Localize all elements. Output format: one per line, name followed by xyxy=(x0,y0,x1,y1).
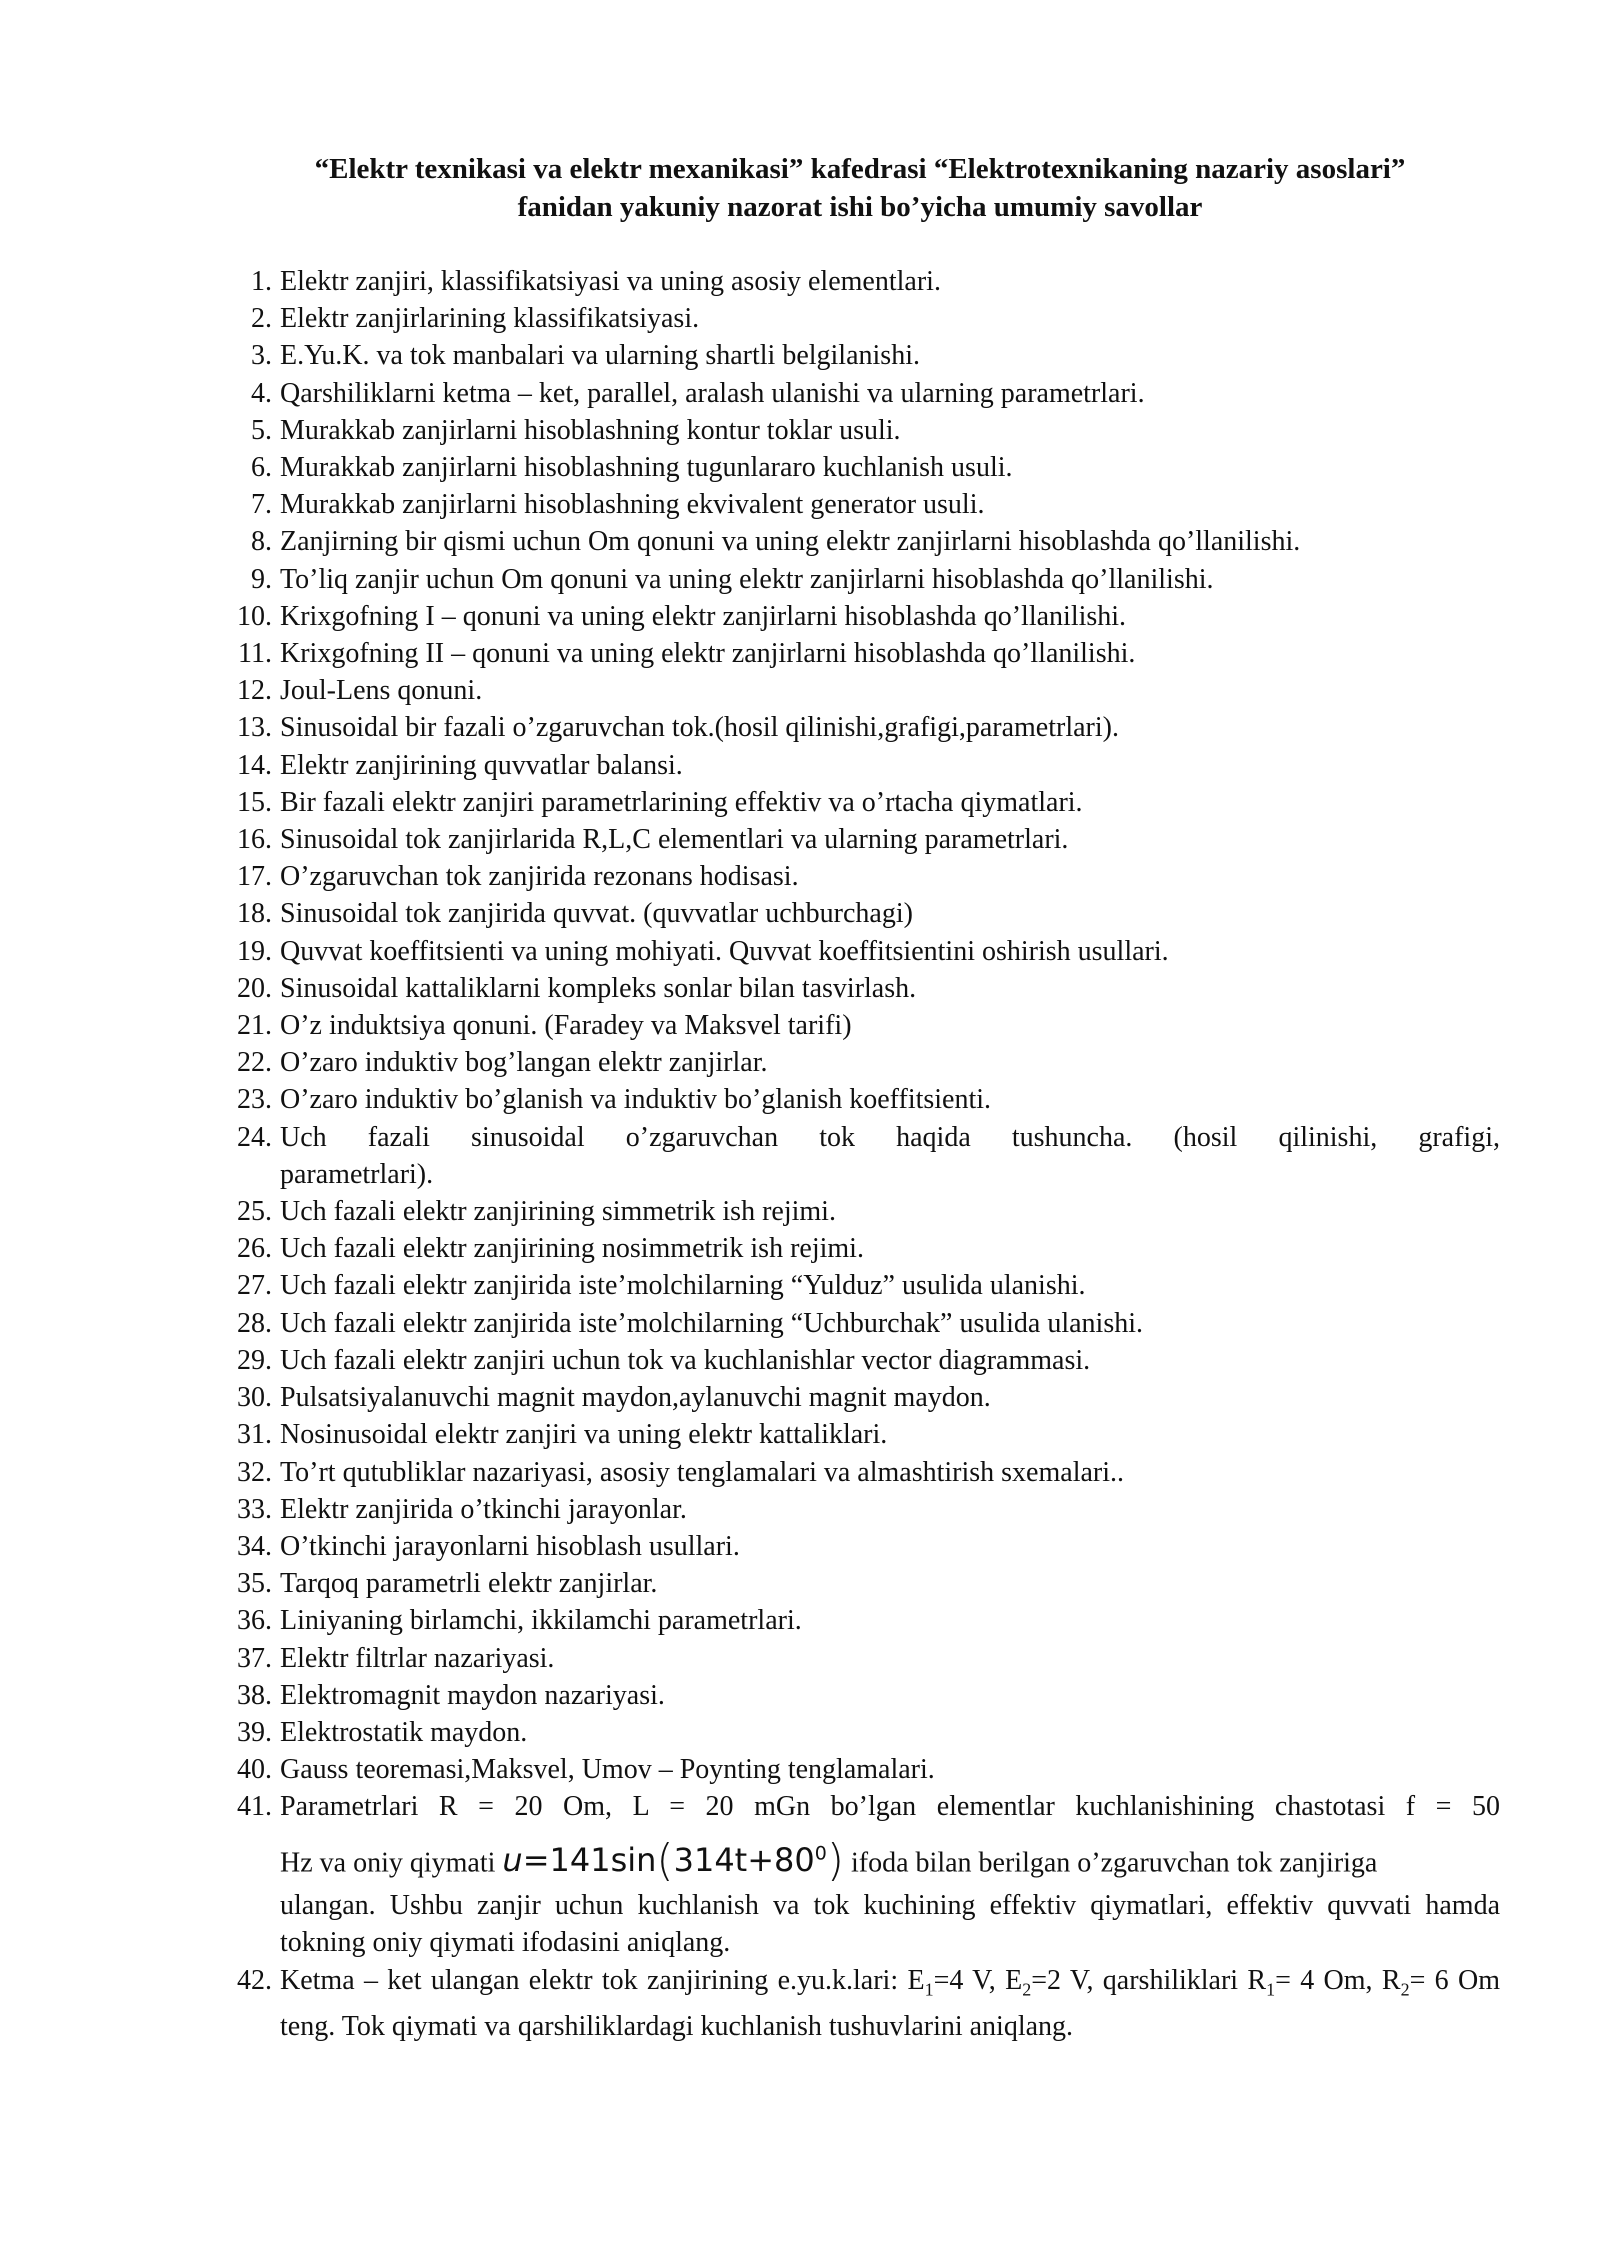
question-text: Krixgofning I – qonuni va uning elektr zanjirlarni hisoblashda qo’llanilishi. xyxy=(280,600,1127,632)
list-item-19 xyxy=(220,933,1500,970)
question-text: O’zgaruvchan tok zanjirida rezonans hodisasi. xyxy=(280,861,799,893)
question-number: 22. xyxy=(237,1047,272,1079)
question-number: 35. xyxy=(237,1568,272,1600)
list-item-40 xyxy=(220,1751,1500,1788)
question-number: 11. xyxy=(238,638,272,670)
list-item-35 xyxy=(220,1565,1500,1602)
question-number: 14. xyxy=(237,749,272,781)
question-number: 29. xyxy=(237,1344,272,1376)
list-item-29 xyxy=(220,1342,1500,1379)
question-number: 33. xyxy=(237,1493,272,1525)
list-item-31 xyxy=(220,1416,1500,1453)
list-item-10 xyxy=(220,598,1500,635)
question-number: 23. xyxy=(237,1084,272,1116)
subscript: 1 xyxy=(924,1979,934,2000)
subscript: 2 xyxy=(1022,1979,1032,2000)
list-item-36 xyxy=(220,1602,1500,1639)
question-number: 27. xyxy=(237,1270,272,1302)
question-text: Nosinusoidal elektr zanjiri va uning elektr kattaliklari. xyxy=(280,1419,888,1451)
list-item-11 xyxy=(220,635,1500,672)
title-line-2: fanidan yakuniy nazorat ishi bo’yicha umumiy savollar xyxy=(517,191,1203,223)
list-item-2 xyxy=(220,300,1500,337)
question-text: To’liq zanjir uchun Om qonuni va uning elektr zanjirlarni hisoblashda qo’llanilishi. xyxy=(280,563,1214,595)
question-number: 19. xyxy=(237,935,272,967)
question-text: Murakkab zanjirlarni hisoblashning kontur toklar usuli. xyxy=(280,414,901,446)
question-number: 24. xyxy=(237,1121,272,1153)
list-item-7 xyxy=(220,486,1500,523)
question-text: Elektr filtrlar nazariyasi. xyxy=(280,1642,555,1674)
list-item-16 xyxy=(220,821,1500,858)
question-text: Pulsatsiyalanuvchi magnit maydon,aylanuvchi magnit maydon. xyxy=(280,1382,991,1414)
subscript: 1 xyxy=(1266,1979,1276,2000)
question-number: 13. xyxy=(237,712,272,744)
formula-variable: u xyxy=(502,1841,523,1880)
question-number: 15. xyxy=(237,786,272,818)
list-item-22 xyxy=(220,1044,1500,1081)
list-item-13 xyxy=(220,709,1500,746)
question-number: 17. xyxy=(237,861,272,893)
question-text-line-2: parametrlari). xyxy=(280,1158,434,1190)
question-number: 26. xyxy=(237,1233,272,1265)
question-number: 16. xyxy=(237,824,272,856)
question-text: Murakkab zanjirlarni hisoblashning ekvivalent generator usuli. xyxy=(280,489,985,521)
question-number: 10. xyxy=(237,600,272,632)
list-item-30 xyxy=(220,1379,1500,1416)
list-item-3 xyxy=(220,337,1500,374)
question-text: Sinusoidal bir fazali o’zgaruvchan tok.(hosil qilinishi,grafigi,parametrlari). xyxy=(280,712,1119,744)
list-item-34 xyxy=(220,1528,1500,1565)
question-text: Murakkab zanjirlarni hisoblashning tugunlararo kuchlanish usuli. xyxy=(280,452,1013,484)
question-text xyxy=(280,1962,1500,2046)
question-number: 28. xyxy=(237,1307,272,1339)
question-number: 2. xyxy=(251,303,272,335)
question-text: Tarqoq parametrli elektr zanjirlar. xyxy=(280,1568,658,1600)
question-number: 31. xyxy=(237,1419,272,1451)
question-text-line-1: Parametrlari R = 20 Om, L = 20 mGn bo’lgan elementlar kuchlanishining chastotasi f = 50 xyxy=(280,1791,1500,1823)
list-item-1 xyxy=(220,263,1500,300)
text-part: = 6 Om teng. Tok qiymati va qarshiliklardagi kuchlanish tushuvlarini aniqlang. xyxy=(280,1964,1501,2043)
list-item-8 xyxy=(220,523,1500,560)
question-number: 30. xyxy=(237,1382,272,1414)
document-title xyxy=(230,150,1490,226)
question-number: 21. xyxy=(237,1010,272,1042)
question-text: Elektromagnit maydon nazariyasi. xyxy=(280,1679,665,1711)
question-number: 39. xyxy=(237,1716,272,1748)
question-number: 6. xyxy=(251,452,272,484)
question-text: Elektr zanjirining quvvatlar balansi. xyxy=(280,749,683,781)
list-item-27 xyxy=(220,1267,1500,1304)
list-item-38 xyxy=(220,1677,1500,1714)
question-number: 3. xyxy=(251,340,272,372)
list-item-33 xyxy=(220,1491,1500,1528)
question-text: O’zaro induktiv bog’langan elektr zanjirlar. xyxy=(280,1047,768,1079)
list-item-23 xyxy=(220,1081,1500,1118)
question-text: Krixgofning II – qonuni va uning elektr zanjirlarni hisoblashda qo’llanilishi. xyxy=(280,638,1136,670)
question-number: 36. xyxy=(237,1605,272,1637)
formula-right-paren: ) xyxy=(826,1835,845,1887)
question-text: E.Yu.K. va tok manbalari va ularning shartli belgilanishi. xyxy=(280,340,920,372)
question-text: Elektr zanjirida o’tkinchi jarayonlar. xyxy=(280,1493,687,1525)
formula-equals: =141sin xyxy=(522,1841,657,1880)
question-number: 7. xyxy=(251,489,272,521)
text-part: =4 V, E xyxy=(933,1964,1023,1996)
question-number: 40. xyxy=(237,1754,272,1786)
question-text: Uch fazali elektr zanjiri uchun tok va kuchlanishlar vector diagrammasi. xyxy=(280,1344,1091,1376)
question-text: Joul-Lens qonuni. xyxy=(280,675,483,707)
question-number: 20. xyxy=(237,972,272,1004)
question-number: 9. xyxy=(251,563,272,595)
list-item-6 xyxy=(220,449,1500,486)
list-item-41 xyxy=(220,1788,1500,1961)
question-text: Quvvat koeffitsienti va uning mohiyati. Quvvat koeffitsientini oshirish usullari. xyxy=(280,935,1169,967)
question-text: Uch fazali elektr zanjirida iste’molchilarning “Yulduz” usulida ulanishi. xyxy=(280,1270,1086,1302)
list-item-12 xyxy=(220,672,1500,709)
list-item-21 xyxy=(220,1007,1500,1044)
list-item-18 xyxy=(220,895,1500,932)
subscript: 2 xyxy=(1400,1979,1410,2000)
list-item-5 xyxy=(220,412,1500,449)
question-text: Sinusoidal tok zanjirida quvvat. (quvvatlar uchburchagi) xyxy=(280,898,913,930)
formula-superscript: 0 xyxy=(814,1842,827,1865)
list-item-32 xyxy=(220,1454,1500,1491)
question-number: 41. xyxy=(237,1791,272,1823)
voltage-formula xyxy=(502,1835,845,1887)
list-item-42 xyxy=(220,1962,1500,2046)
list-item-14 xyxy=(220,747,1500,784)
question-number: 34. xyxy=(237,1530,272,1562)
formula-argument: 314t+80 xyxy=(673,1841,815,1880)
list-item-15 xyxy=(220,784,1500,821)
text-part: = 4 Om, R xyxy=(1275,1964,1401,1996)
question-text: Qarshiliklarni ketma – ket, parallel, aralash ulanishi va ularning parametrlari. xyxy=(280,377,1145,409)
question-number: 32. xyxy=(237,1456,272,1488)
text-part: Ketma – ket ulangan elektr tok zanjirining e.yu.k.lari: E xyxy=(280,1964,925,1996)
list-item-4 xyxy=(220,375,1500,412)
question-text: To’rt qutubliklar nazariyasi, asosiy tenglamalari va almashtirish sxemalari.. xyxy=(280,1456,1125,1488)
question-number: 37. xyxy=(237,1642,272,1674)
formula-left-paren: ( xyxy=(656,1835,674,1887)
post-formula-text: ifoda bilan berilgan o’zgaruvchan tok zanjiriga xyxy=(851,1847,1378,1879)
question-text: Gauss teoremasi,Maksvel, Umov – Poynting tenglamalari. xyxy=(280,1754,935,1786)
pre-formula-text: Hz va oniy qiymati xyxy=(280,1847,496,1879)
question-number: 8. xyxy=(251,526,272,558)
text-part: =2 V, qarshiliklari R xyxy=(1031,1964,1267,1996)
question-number: 38. xyxy=(237,1679,272,1711)
question-text-rest: ulangan. Ushbu zanjir uchun kuchlanish va tok kuchining effektiv qiymatlari, effektiv quvvati hamda tokning oniy qiymati ifodasini aniqlang. xyxy=(280,1890,1500,1959)
question-text: Sinusoidal tok zanjirlarida R,L,C elementlari va ularning parametrlari. xyxy=(280,824,1069,856)
question-number: 12. xyxy=(237,675,272,707)
question-text: Uch fazali elektr zanjirining simmetrik ish rejimi. xyxy=(280,1196,836,1228)
question-formula-line xyxy=(280,1830,1500,1888)
question-text: Elektr zanjiri, klassifikatsiyasi va uning asosiy elementlari. xyxy=(280,266,941,297)
question-text: Uch fazali elektr zanjirining nosimmetrik ish rejimi. xyxy=(280,1233,864,1265)
question-number: 25. xyxy=(237,1196,272,1228)
question-text: Zanjirning bir qismi uchun Om qonuni va uning elektr zanjirlarni hisoblashda qo’llanilishi. xyxy=(280,526,1301,558)
list-item-39 xyxy=(220,1714,1500,1751)
question-text: O’tkinchi jarayonlarni hisoblash usullari. xyxy=(280,1530,740,1562)
question-text: Liniyaning birlamchi, ikkilamchi parametrlari. xyxy=(280,1605,802,1637)
question-number: 1. xyxy=(251,266,272,297)
question-number: 5. xyxy=(251,414,272,446)
question-text: O’zaro induktiv bo’glanish va induktiv bo’glanish koeffitsienti. xyxy=(280,1084,992,1116)
title-line-1: “Elektr texnikasi va elektr mexanikasi” kafedrasi “Elektrotexnikaning nazariy asoslari” xyxy=(314,153,1406,185)
list-item-28 xyxy=(220,1305,1500,1342)
list-item-26 xyxy=(220,1230,1500,1267)
list-item-37 xyxy=(220,1640,1500,1677)
question-number: 4. xyxy=(251,377,272,409)
list-item-25 xyxy=(220,1193,1500,1230)
question-text: Elektrostatik maydon. xyxy=(280,1716,528,1748)
question-text: O’z induktsiya qonuni. (Faradey va Maksvel tarifi) xyxy=(280,1010,852,1042)
list-item-20 xyxy=(220,970,1500,1007)
question-text: Elektr zanjirlarining klassifikatsiyasi. xyxy=(280,303,700,335)
list-item-9 xyxy=(220,561,1500,598)
list-item-17 xyxy=(220,858,1500,895)
list-item-24 xyxy=(220,1119,1500,1193)
question-list xyxy=(220,263,1500,2046)
question-number: 18. xyxy=(237,898,272,930)
question-number: 42. xyxy=(237,1964,272,1996)
question-text-line-1: Uch fazali sinusoidal o’zgaruvchan tok haqida tushuncha. (hosil qilinishi, grafigi, xyxy=(280,1121,1500,1153)
question-text: Uch fazali elektr zanjirida iste’molchilarning “Uchburchak” usulida ulanishi. xyxy=(280,1307,1144,1339)
question-text: Bir fazali elektr zanjiri parametrlarining effektiv va o’rtacha qiymatlari. xyxy=(280,786,1083,818)
question-text: Sinusoidal kattaliklarni kompleks sonlar bilan tasvirlash. xyxy=(280,972,917,1004)
